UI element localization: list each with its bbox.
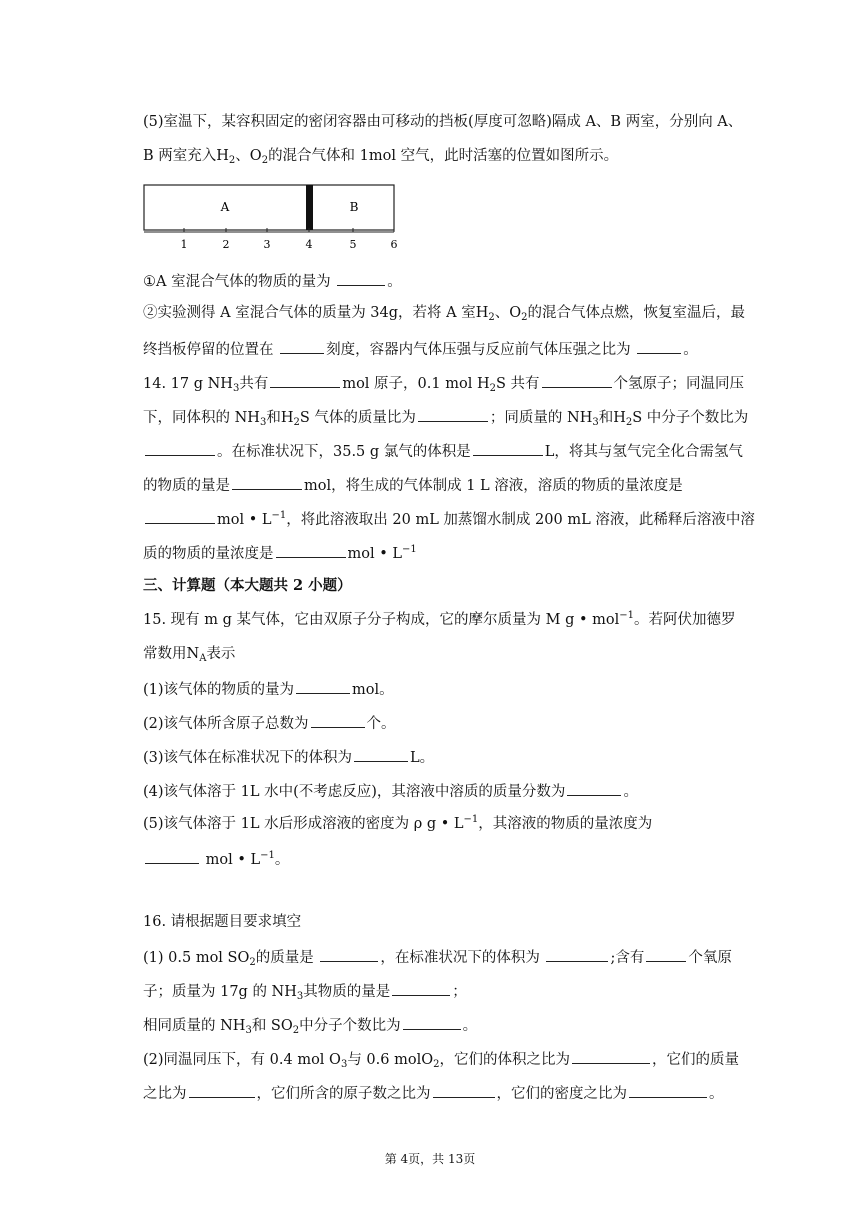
scale-tick-label: 6 bbox=[390, 238, 398, 251]
q16-title: 16. 请根据题目要求填空 bbox=[143, 914, 302, 930]
scale-tick-label: 3 bbox=[263, 238, 271, 251]
q16-line1: (1) 0.5 mol $SO_2$的质量是 ，在标准状况下的体积为 ;含有 个氧原 bbox=[143, 946, 732, 968]
q14-line6: 质的物质的量浓度是 mol • $L^{-1}$ bbox=[143, 544, 417, 562]
q15-part3: (3)该气体在标准状况下的体积为 L。 bbox=[143, 746, 434, 768]
q15-part5: (5)该气体溶于 1L 水后形成溶液的密度为 ρ g • $L^{-1}$，其溶液的物质的量浓度为 bbox=[143, 814, 653, 832]
q16-line5: 之比为 ，它们所含的原子数之比为 ，它们的密度之比为 。 bbox=[143, 1082, 724, 1104]
scale-ticks bbox=[181, 228, 398, 251]
q15-line1: 15. 现有 m g 某气体，它由双原子分子构成，它的摩尔质量为 M g • mol$^{-1}$。若阿伏加德罗 bbox=[143, 610, 736, 628]
q14-line1: 14. 17 g $NH_3$共有 mol 原子，0.1 mol $H_2S$ 共有 个氢原子；同温同压 bbox=[143, 372, 744, 394]
q15-part5-line2: mol • $L^{-1}$。 bbox=[143, 848, 289, 870]
q14-line4: 的物质的量是 mol，将生成的气体制成 1 L 溶液，溶质的物质的量浓度是 bbox=[143, 474, 683, 496]
scale-tick-label: 5 bbox=[349, 238, 357, 251]
container-diagram bbox=[143, 184, 413, 256]
q14-line5: mol • $L^{-1}$，将此溶液取出 20 mL 加蒸馏水制成 200 mL 溶液，此稀释后溶液中溶 bbox=[143, 508, 755, 530]
q13-5-sub2: ②实验测得 A 室混合气体的质量为 34g，若将 A 室$H_2$、$O_2$的混合气体点燃，恢复室温后，最 bbox=[143, 305, 746, 323]
q16-line2: 子；质量为 17g 的 $NH_3$其物质的量是 ； bbox=[143, 980, 467, 1002]
q14-line2: 下，同体积的 $NH_3$和$H_2S$ 气体的质量比为 ；同质量的 $NH_3$和$H_2S$ 中分子个数比为 bbox=[143, 406, 748, 428]
q15-line2: 常数用$N_A$表示 bbox=[143, 646, 236, 664]
chamber-a-label: A bbox=[220, 200, 230, 214]
scale-tick-label: 4 bbox=[305, 238, 313, 251]
q13-5-sub1: ①A 室混合气体的物质的量为 。 bbox=[143, 270, 402, 292]
q15-part2: (2)该气体所含原子总数为 个。 bbox=[143, 712, 396, 734]
q13-5-line2: B 两室充入$H_2$、$O_2$的混合气体和 1mol 空气，此时活塞的位置如图所示。 bbox=[143, 148, 619, 166]
q16-line3: 相同质量的 $NH_3$和 $SO_2$中分子个数比为 。 bbox=[143, 1014, 477, 1036]
partition-board bbox=[306, 185, 313, 230]
page-footer: 第 4页，共 13页 bbox=[384, 1152, 476, 1166]
q14-line3: 。在标准状况下，35.5 g 氯气的体积是 L，将其与氢气完全化合需氢气 bbox=[143, 440, 743, 462]
q15-part4: (4)该气体溶于 1L 水中(不考虑反应)，其溶液中溶质的质量分数为 。 bbox=[143, 780, 638, 802]
q13-5-line1: (5)室温下，某容积固定的密闭容器由可移动的挡板(厚度可忽略)隔成 A、B 两室，分别向 A、 bbox=[143, 114, 743, 130]
section-heading: 三、计算题（本大题共 2 小题） bbox=[143, 577, 352, 594]
scale-tick-label: 2 bbox=[222, 238, 230, 251]
q16-line4: (2)同温同压下，有 0.4 mol $O_3$与 0.6 molO$_2$，它们的体积之比为 ，它们的质量 bbox=[143, 1048, 739, 1070]
q13-5-sub2-line2: 终挡板停留的位置在 刻度，容器内气体压强与反应前气体压强之比为 。 bbox=[143, 338, 698, 360]
chamber-b-label: B bbox=[349, 200, 359, 214]
scale-tick-label: 1 bbox=[180, 238, 188, 251]
q15-part1: (1)该气体的物质的量为 mol。 bbox=[143, 678, 394, 700]
